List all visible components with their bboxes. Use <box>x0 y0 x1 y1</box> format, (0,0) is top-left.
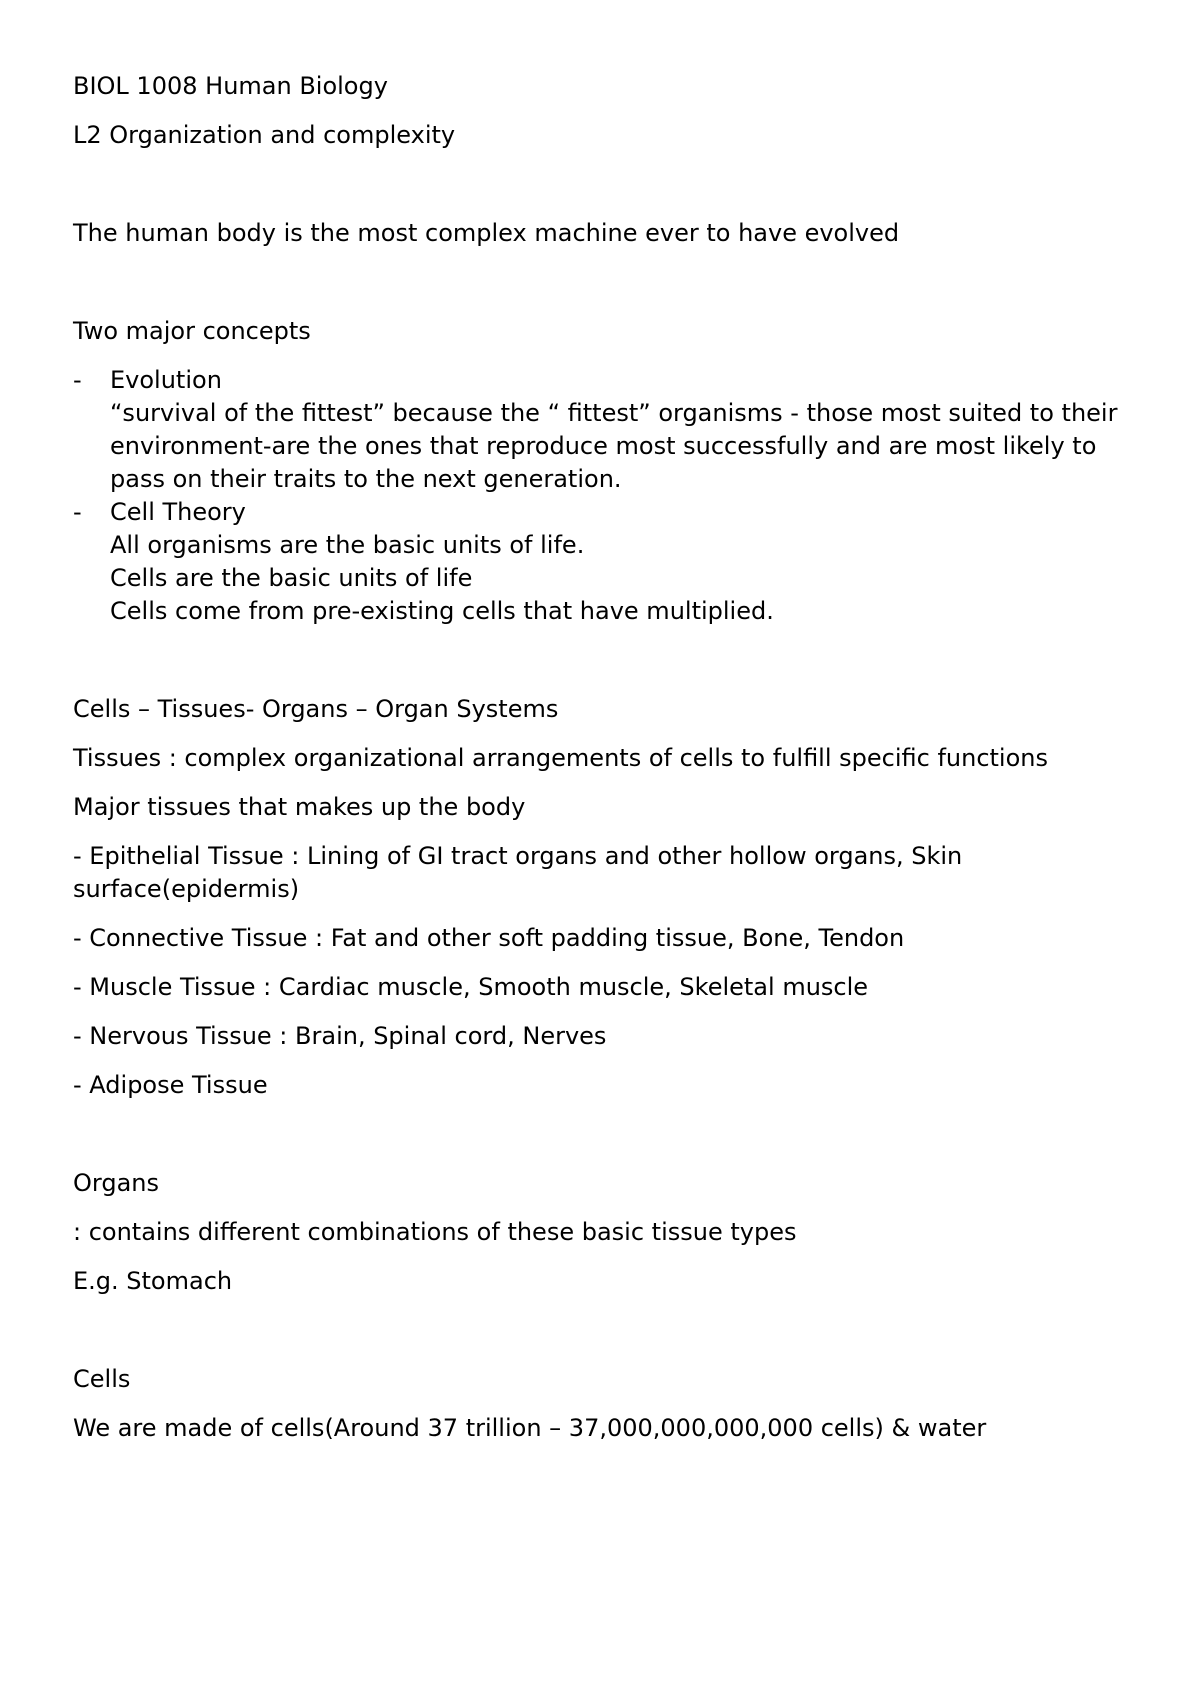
organs-definition: : contains different combinations of these basic tissue types <box>73 1218 797 1246</box>
intro-text: The human body is the most complex machine ever to have evolved <box>73 219 900 247</box>
cell-theory-line: Cells come from pre-existing cells that have multiplied. <box>110 597 774 625</box>
cells-text: We are made of cells(Around 37 trillion – 37,000,000,000,000 cells) & water <box>73 1414 987 1442</box>
evolution-title: Evolution <box>110 366 222 394</box>
cell-theory-title: Cell Theory <box>110 498 246 526</box>
cells-heading: Cells <box>73 1365 131 1393</box>
bullet-marker-cell-theory: - <box>73 498 82 526</box>
tissue-item-adipose: - Adipose Tissue <box>73 1071 268 1099</box>
organs-example: E.g. Stomach <box>73 1267 233 1295</box>
concepts-heading: Two major concepts <box>73 317 311 345</box>
bullet-marker-evolution: - <box>73 366 82 394</box>
major-tissues-heading: Major tissues that makes up the body <box>73 793 526 821</box>
evolution-line: pass on their traits to the next generation. <box>110 465 622 493</box>
cell-theory-line: Cells are the basic units of life <box>110 564 473 592</box>
tissue-item-muscle: - Muscle Tissue : Cardiac muscle, Smooth muscle, Skeletal muscle <box>73 973 869 1001</box>
tissue-item-connective: - Connective Tissue : Fat and other soft padding tissue, Bone, Tendon <box>73 924 905 952</box>
tissues-definition: Tissues : complex organizational arrangements of cells to fulfill specific functions <box>73 744 1048 772</box>
evolution-line: environment-are the ones that reproduce most successfully and are most likely to <box>110 432 1097 460</box>
tissue-item-epithelial-cont: surface(epidermis) <box>73 875 300 903</box>
evolution-line: “survival of the fittest” because the “ fittest” organisms - those most suited to their <box>110 399 1118 427</box>
lecture-title: L2 Organization and complexity <box>73 121 456 149</box>
cell-theory-line: All organisms are the basic units of life. <box>110 531 585 559</box>
tissue-item-nervous: - Nervous Tissue : Brain, Spinal cord, Nerves <box>73 1022 607 1050</box>
tissue-item-epithelial: - Epithelial Tissue : Lining of GI tract organs and other hollow organs, Skin <box>73 842 963 870</box>
course-title: BIOL 1008 Human Biology <box>73 72 388 100</box>
organs-heading: Organs <box>73 1169 159 1197</box>
hierarchy-line: Cells – Tissues- Organs – Organ Systems <box>73 695 559 723</box>
